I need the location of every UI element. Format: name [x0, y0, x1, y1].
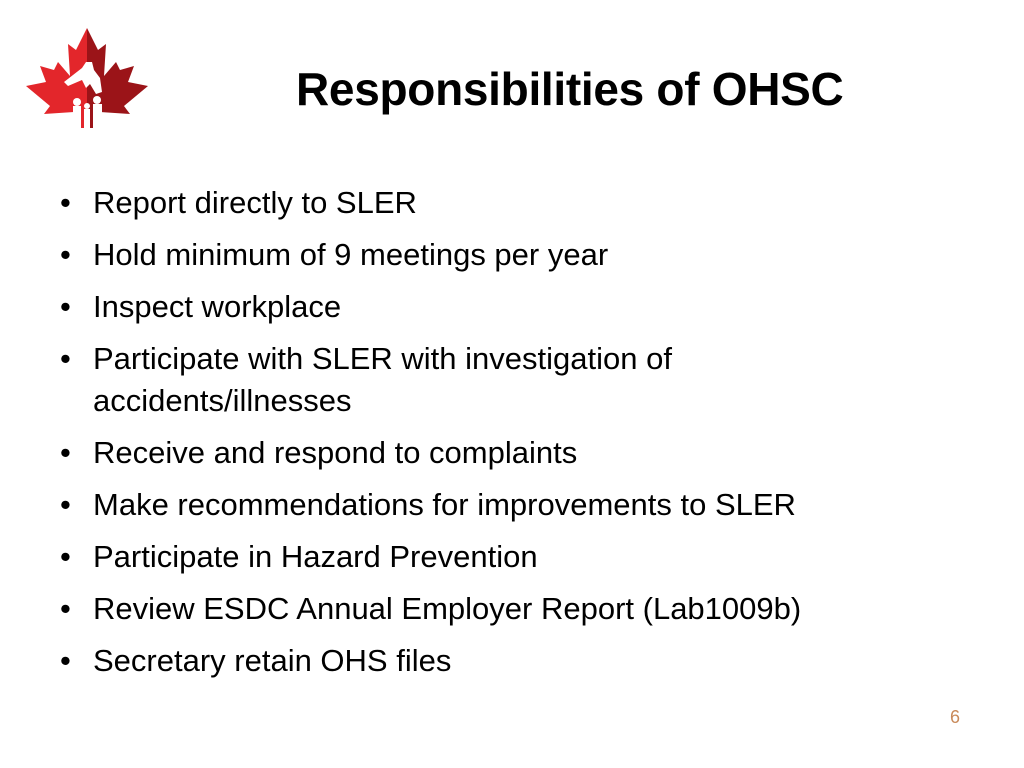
bullet-item: • Hold minimum of 9 meetings per year	[60, 234, 913, 276]
bullet-item: • Participate in Hazard Prevention	[60, 536, 913, 578]
bullet-item: • Secretary retain OHS files	[60, 640, 913, 682]
page-number: 6	[950, 707, 961, 727]
slide-title: Responsibilities of OHSC	[296, 63, 844, 115]
bullet-item: • Receive and respond to complaints	[60, 432, 913, 474]
bullet-item: • Review ESDC Annual Employer Report (Lab1009b)	[60, 588, 913, 630]
bullet-item: • Inspect workplace	[60, 286, 913, 328]
maple-leaf-logo-icon	[24, 28, 150, 134]
bullet-item: • Make recommendations for improvements to SLER	[60, 484, 913, 526]
bullet-item: • Participate with SLER with investigation of accidents/illnesses	[60, 338, 773, 422]
bullet-list	[60, 182, 913, 692]
bullet-item: • Report directly to SLER	[60, 182, 913, 224]
